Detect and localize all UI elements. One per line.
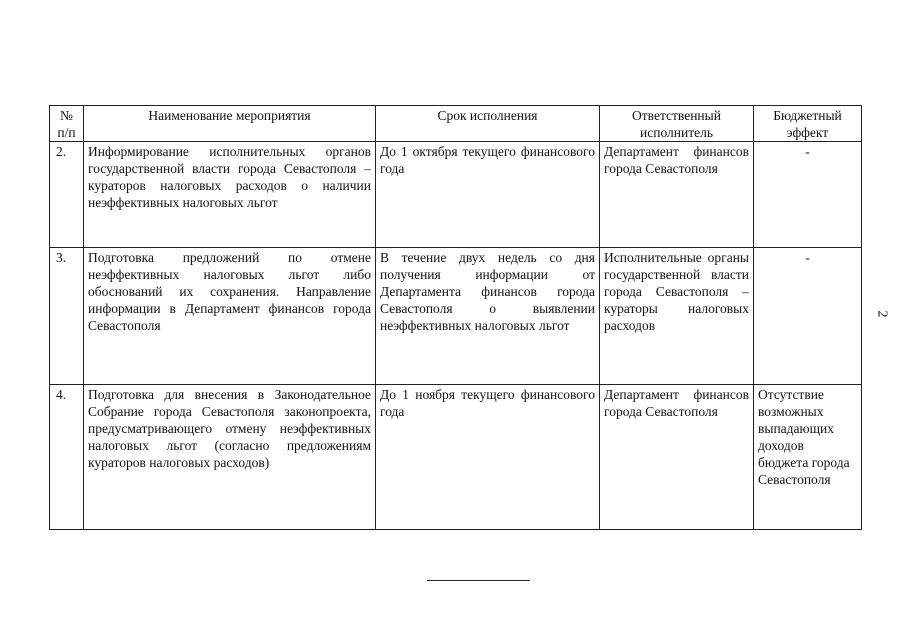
row-num: 3.	[50, 248, 84, 385]
measures-table	[49, 105, 862, 530]
header-effect: Бюджетный эффект	[754, 106, 862, 142]
row-num: 4.	[50, 385, 84, 530]
row-responsible: Департамент финансов города Севастополя	[600, 385, 754, 530]
row-name: Подготовка предложений по отмене неэффективных налоговых льгот либо обоснований их сохранения. Направление информации в Департамент финансов города Севастополя	[84, 248, 376, 385]
table-row	[50, 142, 862, 248]
row-effect: Отсутствие возможных выпадающих доходов бюджета города Севастополя	[754, 385, 862, 530]
row-deadline: До 1 ноября текущего финансового года	[376, 385, 600, 530]
header-responsible: Ответственный исполнитель	[600, 106, 754, 142]
row-name: Подготовка для внесения в Законодательное Собрание города Севастополя законопроекта, предусматривающего отмену неэффективных налоговых льгот (согласно предложениям кураторов налоговых расходов)	[84, 385, 376, 530]
row-effect: -	[754, 248, 862, 385]
footnote-divider	[427, 580, 530, 581]
row-responsible: Исполнительные органы государственной власти города Севастополя – кураторы налоговых расходов	[600, 248, 754, 385]
row-name: Информирование исполнительных органов государственной власти города Севастополя – кураторов налоговых расходов о наличии неэффективных налоговых льгот	[84, 142, 376, 248]
row-num: 2.	[50, 142, 84, 248]
header-deadline: Срок исполнения	[376, 106, 600, 142]
row-deadline: До 1 октября текущего финансового года	[376, 142, 600, 248]
row-effect: -	[754, 142, 862, 248]
page-number: 2	[874, 310, 890, 318]
row-responsible: Департамент финансов города Севастополя	[600, 142, 754, 248]
table-row	[50, 248, 862, 385]
table-row	[50, 385, 862, 530]
header-num: № п/п	[50, 106, 84, 142]
row-deadline: В течение двух недель со дня получения информации от Департамента финансов города Севастополя о выявлении неэффективных налоговых льгот	[376, 248, 600, 385]
table-header-row	[50, 106, 862, 142]
header-name: Наименование мероприятия	[84, 106, 376, 142]
